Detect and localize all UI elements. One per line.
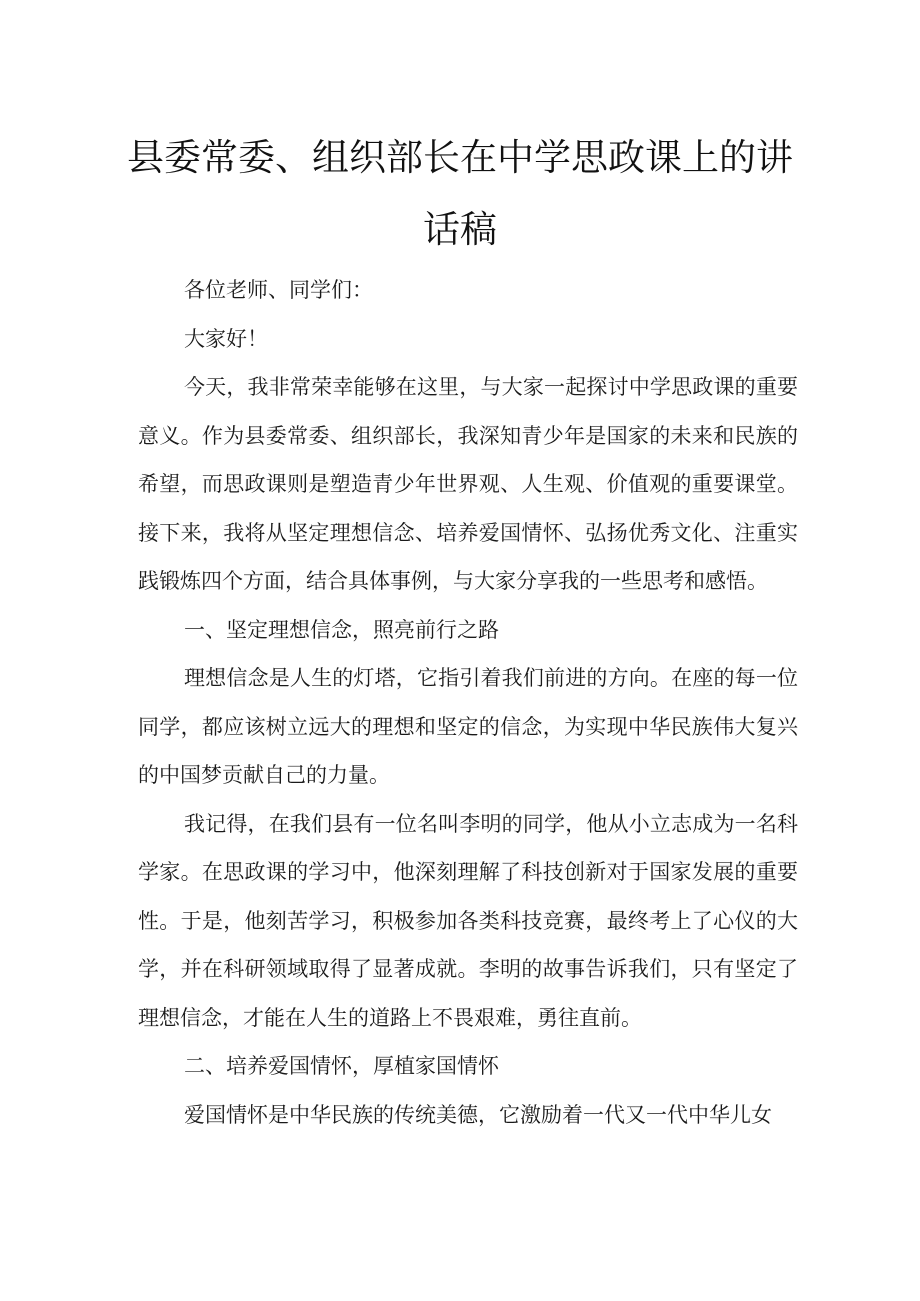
- intro-paragraph: 今天，我非常荣幸能够在这里，与大家一起探讨中学思政课的重要意义。作为县委常委、组织部长，我深知青少年是国家的未来和民族的希望，而思政课则是塑造青少年世界观、人生观、价值观的重要课堂。接下来，我将从坚定理想信念、培养爱国情怀、弘扬优秀文化、注重实践锻炼四个方面，结合具体事例，与大家分享我的一些思考和感悟。: [138, 375, 798, 593]
- document-title-line-1: 县委常委、组织部长在中学思政课上的讲: [127, 136, 793, 179]
- greeting: 大家好！: [184, 326, 268, 351]
- document-body: [138, 266, 798, 1139]
- section-heading-2: 二、培养爱国情怀，厚植家国情怀: [184, 1054, 499, 1078]
- salutation: 各位老师、同学们：: [184, 278, 373, 302]
- document-title-line-2: 话稿: [423, 208, 497, 251]
- section-2-paragraph-1: 爱国情怀是中华民族的传统美德，它激励着一代又一代中华儿女: [184, 1102, 772, 1127]
- section-1-paragraph-2: 我记得，在我们县有一位名叫李明的同学，他从小立志成为一名科学家。在思政课的学习中，他深刻理解了科技创新对于国家发展的重要性。于是，他刻苦学习，积极参加各类科技竞赛，最终考上了心仪的大学，并在科研领域取得了显著成就。李明的故事告诉我们，只有坚定了理想信念，才能在人生的道路上不畏艰难，勇往直前。: [138, 811, 798, 1030]
- section-1-paragraph-1: 理想信念是人生的灯塔，它指引着我们前进的方向。在座的每一位同学，都应该树立远大的理想和坚定的信念，为实现中华民族伟大复兴的中国梦贡献自己的力量。: [138, 666, 798, 787]
- section-heading-1: 一、坚定理想信念，照亮前行之路: [184, 617, 499, 642]
